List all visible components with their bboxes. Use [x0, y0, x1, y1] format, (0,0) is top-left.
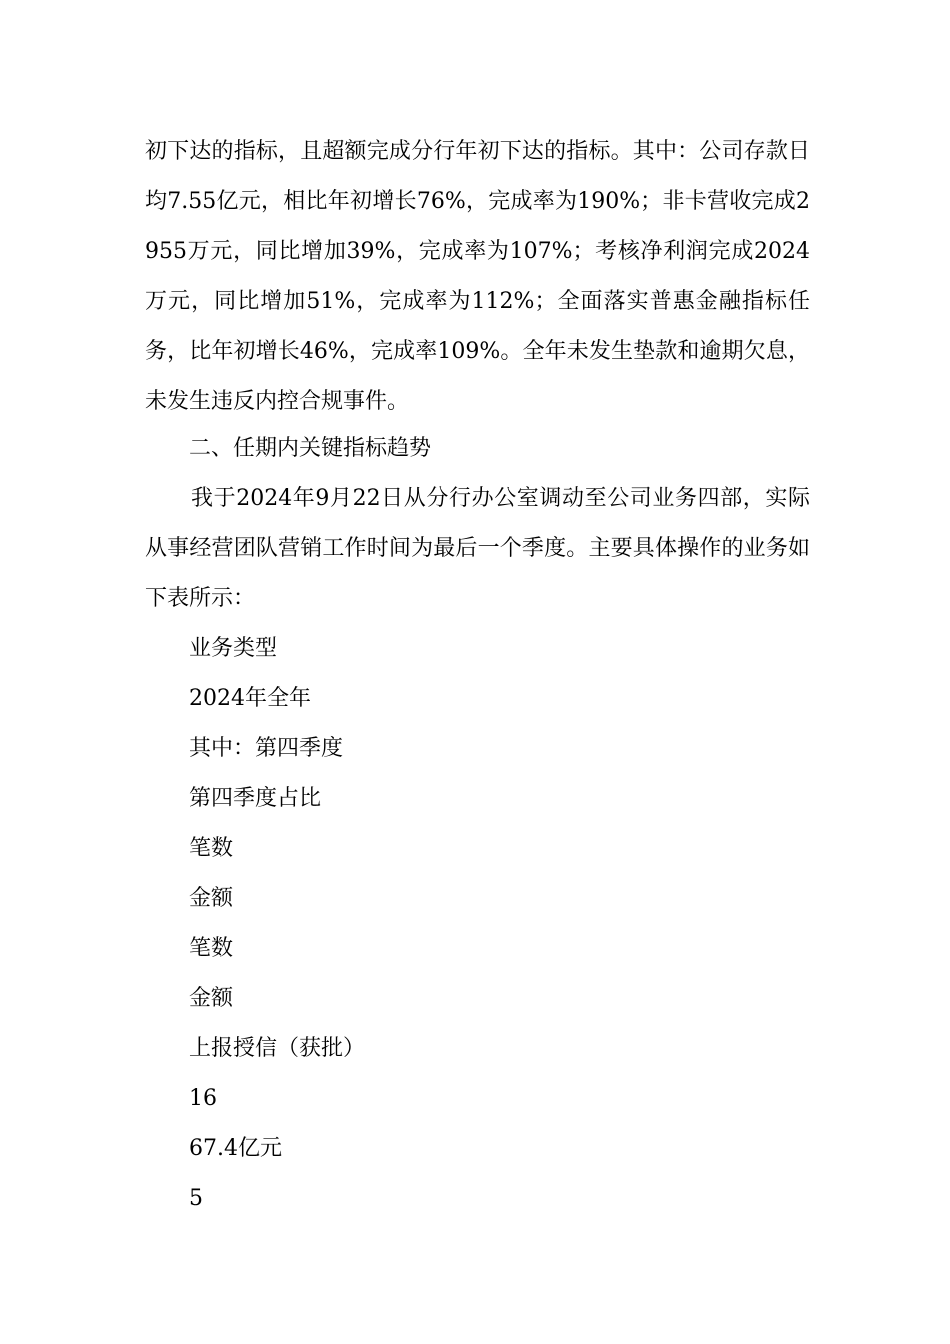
table-cell: 上报授信（获批） [189, 1036, 366, 1061]
table-cell: 第四季度占比 [189, 786, 322, 811]
table-cell: 16 [189, 1086, 217, 1111]
table-cell: 笔数 [189, 936, 234, 961]
table-cell: 金额 [189, 986, 234, 1011]
paragraph-performance-summary: 初下达的指标，且超额完成分行年初下达的指标。其中：公司存款日均7.55亿元，相比年初增长76%，完成率为190%；非卡营收完成2955万元，同比增加39%，完成率为107%；考核净利润完成2024万元，同比增加51%，完成率为112%；全面落实普惠金融指标任务，比年初增长46%，完成率109%。全年未发生垫款和逾期欠息，未发生违反内控合规事件。 [145, 139, 810, 414]
table-cell: 笔数 [189, 836, 234, 861]
table-cell: 其中：第四季度 [189, 736, 344, 761]
table-cell-list [189, 624, 365, 1224]
table-cell: 2024年全年 [189, 686, 311, 711]
table-cell: 67.4亿元 [189, 1136, 282, 1161]
table-cell: 金额 [189, 886, 234, 911]
table-cell: 业务类型 [189, 636, 278, 661]
section-heading-key-indicator-trend: 二、任期内关键指标趋势 [189, 436, 432, 461]
paragraph-work-transfer: 我于2024年9月22日从分行办公室调动至公司业务四部，实际从事经营团队营销工作时间为最后一个季度。主要具体操作的业务如下表所示： [145, 486, 810, 611]
table-cell: 5 [189, 1186, 203, 1211]
